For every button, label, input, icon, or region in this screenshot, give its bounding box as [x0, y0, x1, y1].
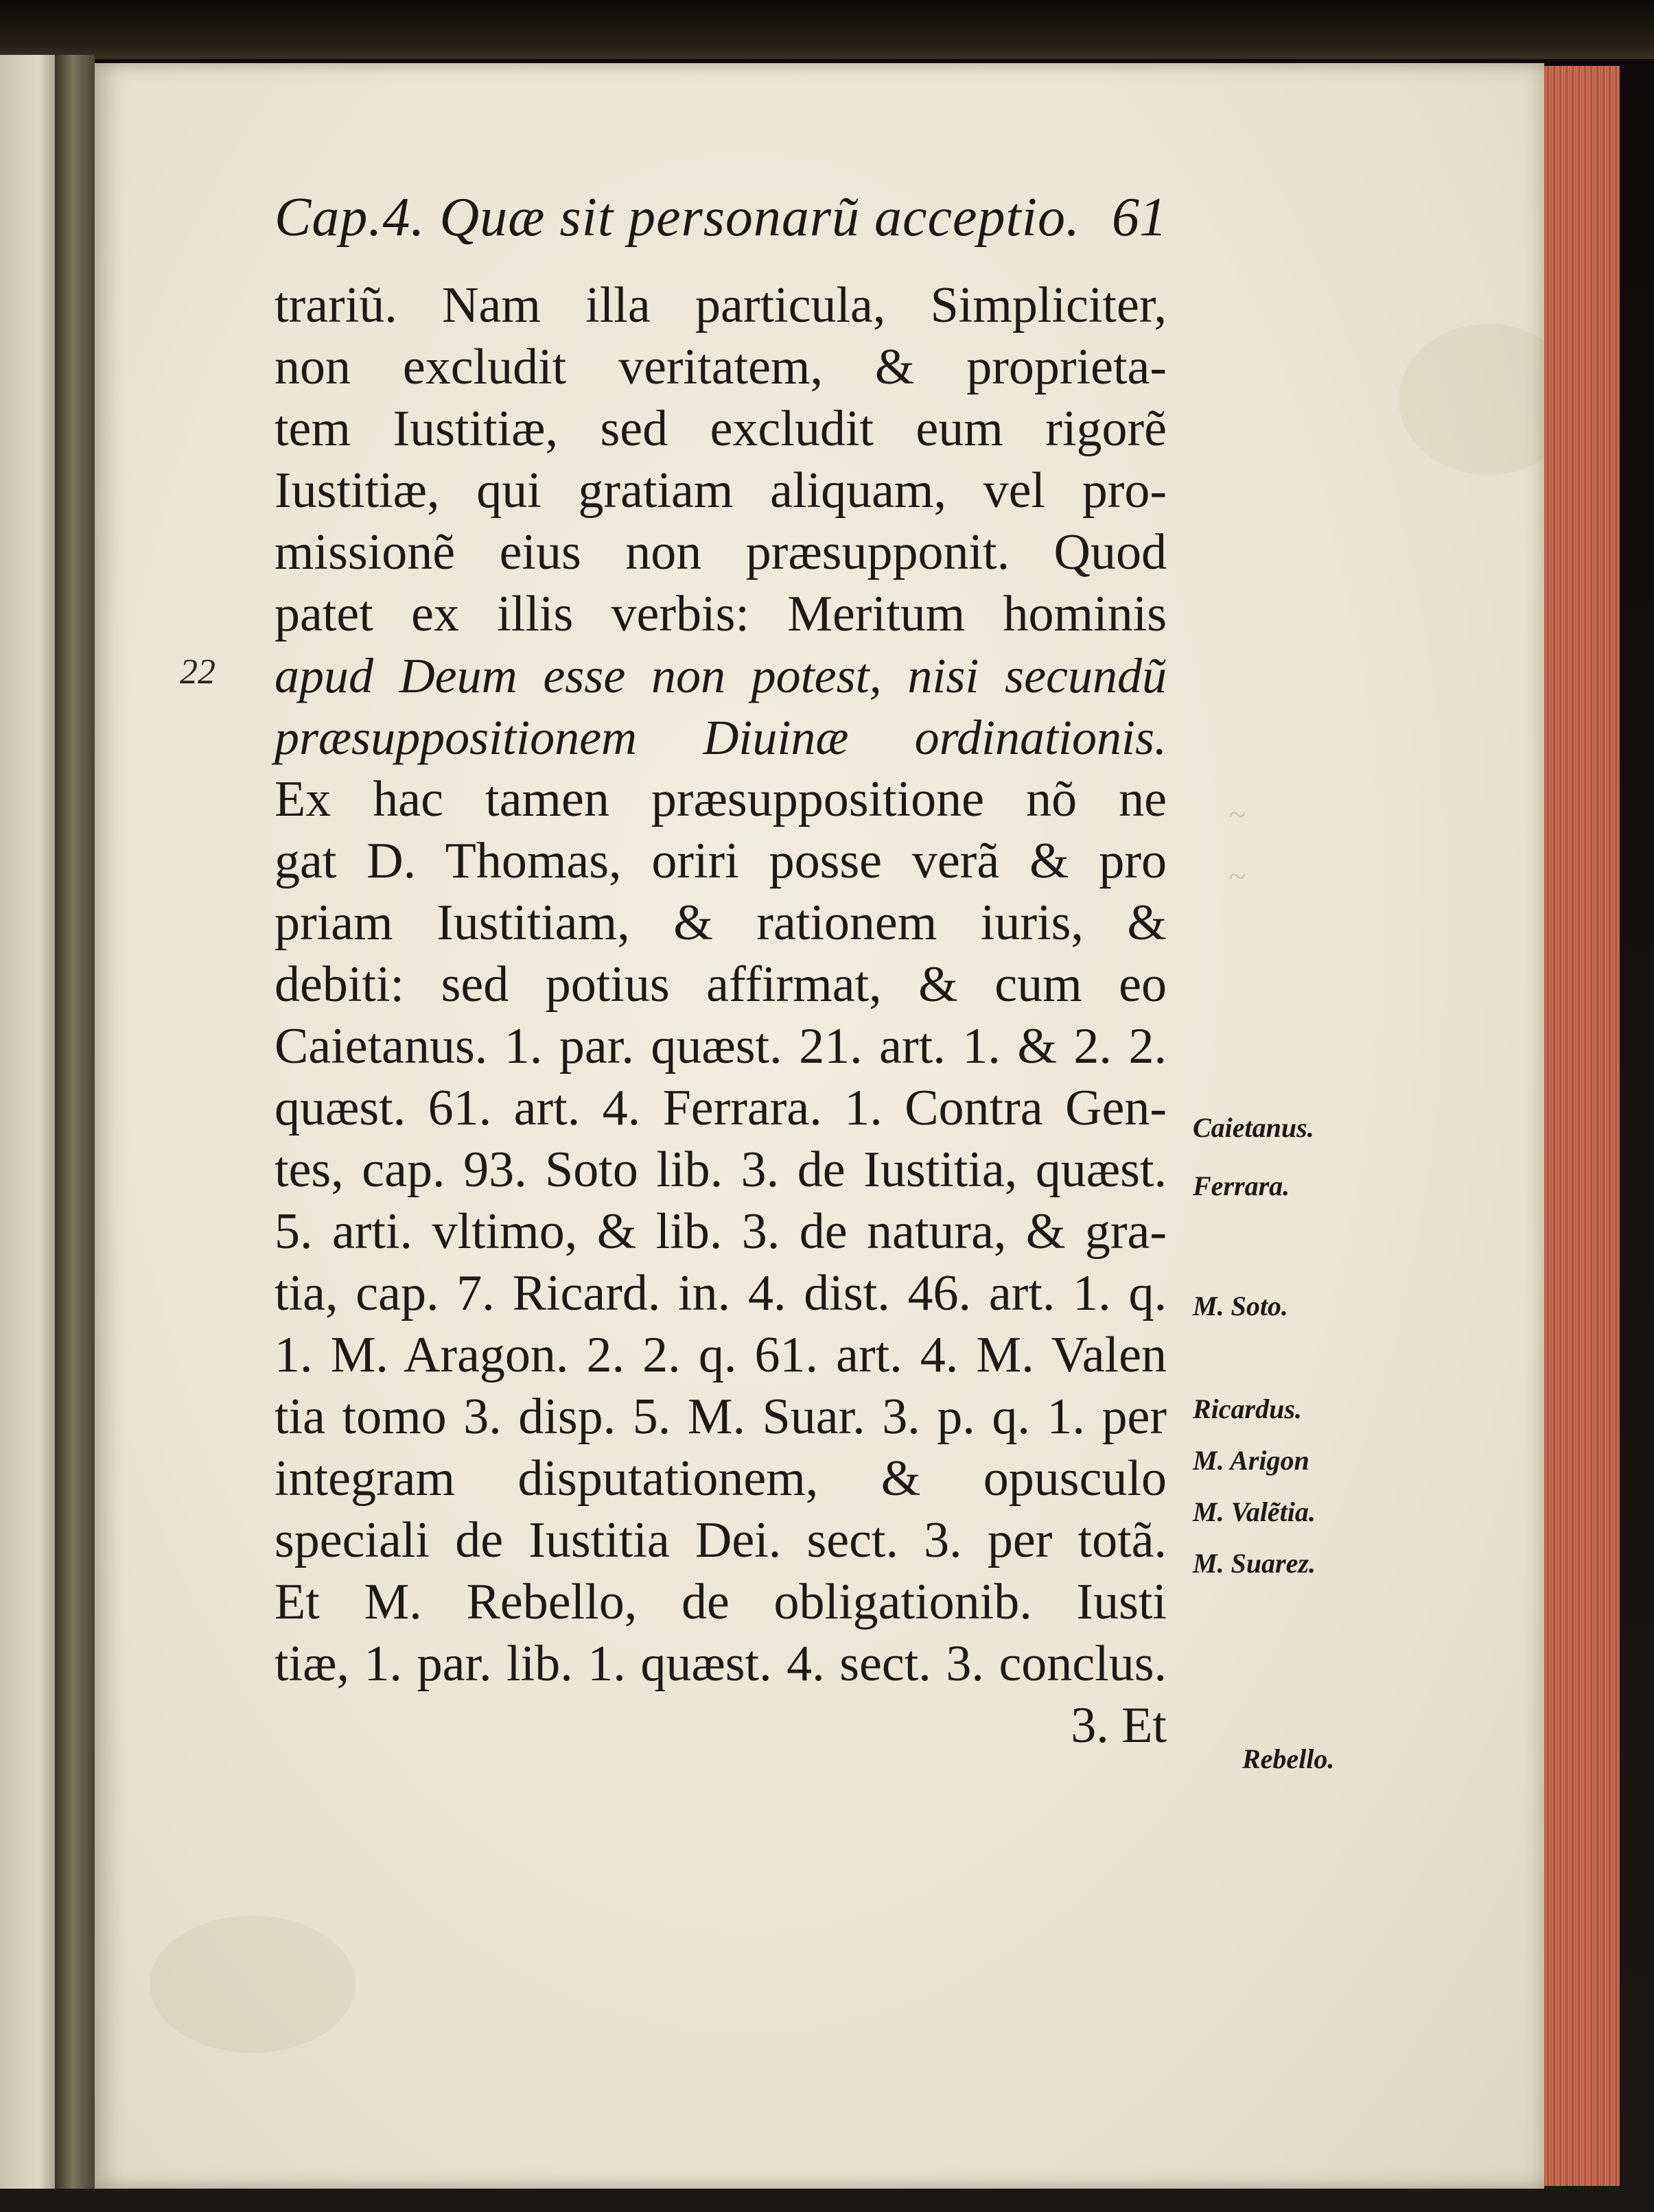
side-note-ferrara: Ferrara.	[1193, 1170, 1290, 1201]
header-title: Cap.4. Quæ sit personarũ acceptio.	[275, 187, 1080, 248]
text-line: priam Iustitiam, & rationem iuris, &	[275, 895, 1167, 951]
text-line: integram disputationem, & opusculo	[275, 1450, 1167, 1507]
text-line: Iustitiæ, qui gratiam aliquam, vel pro-	[275, 462, 1167, 519]
running-header	[275, 180, 1167, 255]
red-fore-edge	[1544, 66, 1620, 2186]
side-note-rebello: Rebello.	[1242, 1743, 1335, 1774]
text-line: Ex hac tamen præsuppositione nõ ne	[275, 771, 1167, 827]
side-note-soto: M. Soto.	[1193, 1291, 1288, 1321]
side-note-ricardus: Ricardus.	[1193, 1393, 1302, 1424]
bleed-through-mark: ~	[1228, 797, 1246, 832]
text-line: gat D. Thomas, oriri posse verã & pro	[275, 833, 1167, 889]
text-line-italic: apud Deum esse non potest, nisi secundũ	[275, 648, 1167, 703]
text-line: patet ex illis verbis: Meritum hominis	[275, 586, 1167, 642]
text-line: trariũ. Nam illa particula, Simpliciter,	[275, 277, 1167, 333]
text-line: debiti: sed potius affirmat, & cum eo	[275, 956, 1167, 1013]
page-number: 61	[1112, 187, 1167, 248]
catchword: 3. Et	[1071, 1697, 1167, 1754]
left-page-edge	[0, 55, 55, 2189]
text-line-italic: præsuppositionem Diuinæ ordinationis.	[275, 710, 1167, 765]
bleed-through-mark: ~	[1228, 858, 1246, 893]
text-line: quæst. 61. art. 4. Ferrara. 1. Contra Gen-	[275, 1080, 1167, 1136]
text-line: non excludit veritatem, & proprieta-	[275, 339, 1167, 395]
text-line: tes, cap. 93. Soto lib. 3. de Iustitia, quæst.	[275, 1142, 1167, 1198]
margin-number: 22	[180, 652, 216, 692]
text-line: tia, cap. 7. Ricard. in. 4. dist. 46. art. 1. q.	[275, 1265, 1167, 1321]
side-note-caietanus: Caietanus.	[1193, 1112, 1314, 1143]
text-line: tia tomo 3. disp. 5. M. Suar. 3. p. q. 1. per	[275, 1389, 1167, 1445]
paper-stain	[150, 1916, 356, 2053]
book-cover-top	[0, 0, 1654, 59]
text-line: missionẽ eius non præsupponit. Quod	[275, 524, 1167, 580]
text-line: Caietanus. 1. par. quæst. 21. art. 1. & 2. 2.	[275, 1018, 1167, 1074]
book-gutter	[55, 55, 95, 2189]
side-note-valentia: M. Valẽtia.	[1193, 1496, 1316, 1527]
text-line: speciali de Iustitia Dei. sect. 3. per totã.	[275, 1512, 1167, 1568]
text-line: 1. M. Aragon. 2. 2. q. 61. art. 4. M. Valen	[275, 1327, 1167, 1383]
side-note-suarez: M. Suarez.	[1193, 1548, 1316, 1579]
text-line: Et M. Rebello, de obligationib. Iusti	[275, 1574, 1167, 1630]
text-line: tiæ, 1. par. lib. 1. quæst. 4. sect. 3. conclus.	[275, 1636, 1167, 1692]
text-line: tem Iustitiæ, sed excludit eum rigorẽ	[275, 401, 1167, 457]
side-note-aragon: M. Arigon	[1193, 1445, 1309, 1476]
text-line: 5. arti. vltimo, & lib. 3. de natura, & gra-	[275, 1203, 1167, 1260]
